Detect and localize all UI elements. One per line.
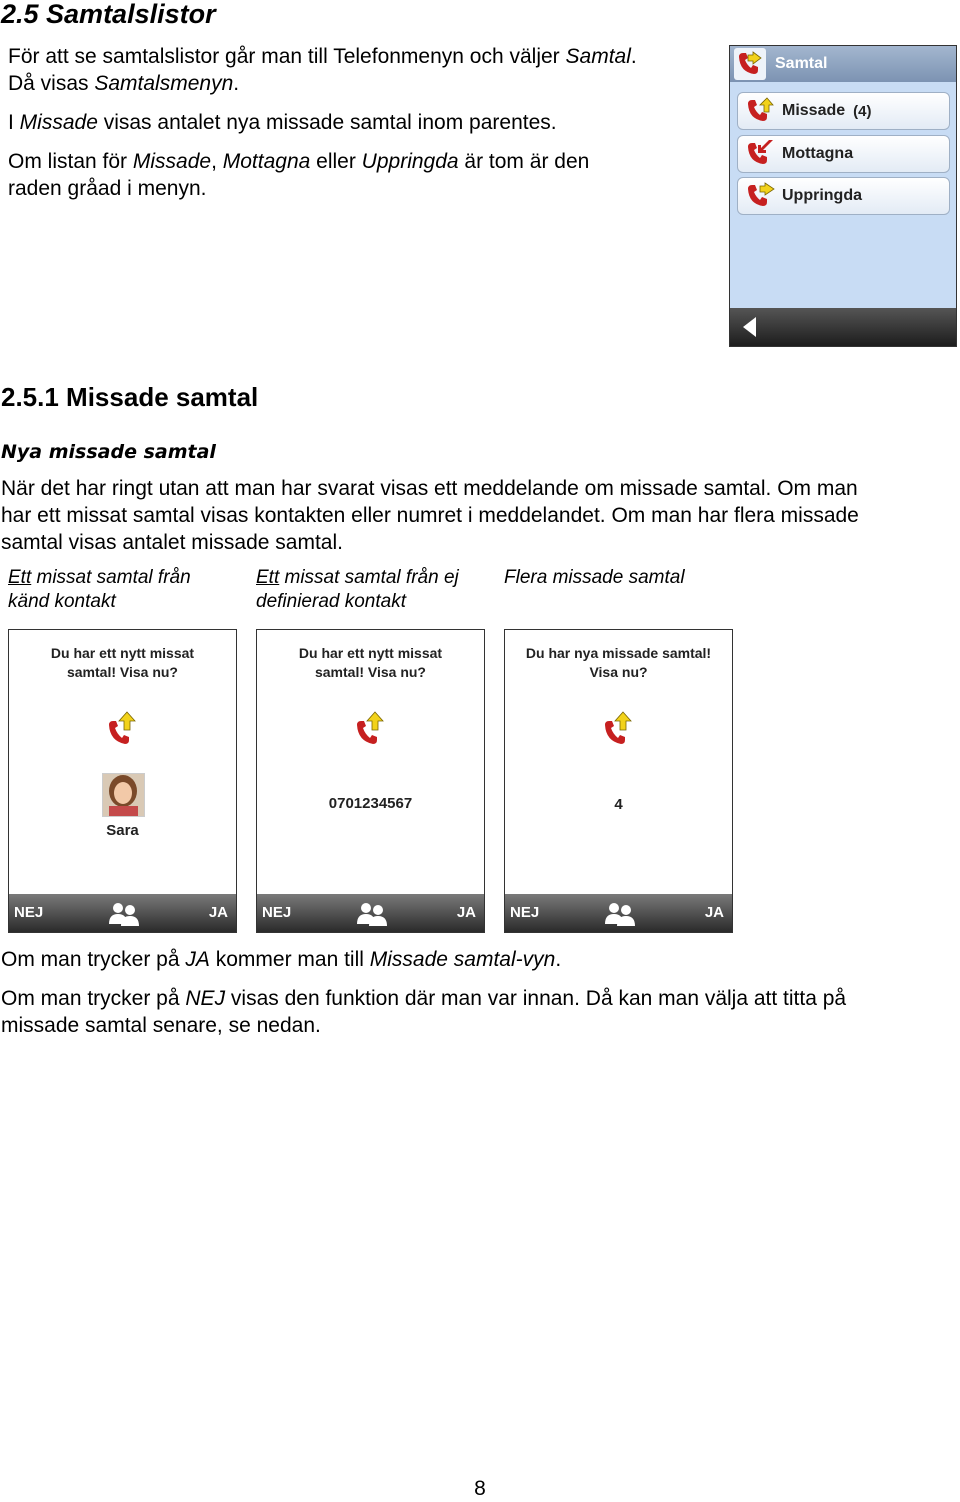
samtal-menu-title: Samtal [775,55,828,72]
after-text: . [555,948,562,971]
message-line: Visa nu? [589,664,648,680]
intro-text: visas antalet nya missade samtal inom parentes. [97,111,557,134]
ja-button[interactable]: JA [704,904,724,921]
after-text: visas den funktion där man var innan. Då kan man välja att titta på [225,987,847,1010]
contacts-icon[interactable] [107,900,141,926]
contact-photo-icon [103,774,144,816]
caption-known-contact [8,566,191,614]
message-line: Du har ett nytt missat [298,645,443,661]
softkey-bar [505,894,732,932]
after-emph: Missade samtal-vyn [369,948,556,971]
intro-text: . [630,45,637,68]
screen-known-contact [8,629,237,933]
caption-unknown-contact [256,566,459,614]
notification-message [257,644,484,682]
menu-item-label: Mottagna [782,145,854,162]
avatar [102,773,145,817]
missed-call-icon [353,710,387,750]
nej-button[interactable]: NEJ [262,904,292,921]
missed-call-icon [105,710,139,750]
paragraph-line: samtal visas antalet missade samtal. [1,531,343,554]
menu-item-uppringda[interactable] [737,177,950,215]
caption-underlined: Ett [8,567,32,588]
samtal-menu-screenshot [729,45,957,347]
section-heading: 2.5 Samtalslistor [1,0,216,29]
call-log-icon [733,47,767,81]
after-emph: JA [185,948,210,971]
after-emph: NEJ [185,987,226,1010]
after-text: Om man trycker på [1,987,186,1010]
softkey-bar [9,894,236,932]
ja-button[interactable]: JA [208,904,228,921]
intro-text: är tom är den [458,150,590,173]
intro-text: , [211,150,223,173]
intro-emph: Samtal [565,45,631,68]
intro-emph: Mottagna [222,150,311,173]
caption-underlined: Ett [256,567,280,588]
menu-item-label: Missade [782,102,846,119]
nej-button[interactable]: NEJ [510,904,540,921]
intro-paragraph-1 [8,43,718,97]
after-paragraph-2 [1,985,959,1039]
samtal-menu-footer [730,308,956,346]
paragraph-line: När det har ringt utan att man har svarat visas ett meddelande om missade samtal. Om man [1,477,858,500]
dialed-call-icon [743,180,775,212]
intro-text: Då visas [8,72,95,95]
message-line: Du har ett nytt missat [50,645,195,661]
intro-text: eller [310,150,362,173]
caption-text: missat samtal från [31,567,191,588]
missed-call-icon [743,95,775,127]
caption-multiple-missed [504,566,685,590]
received-call-icon [743,138,775,170]
intro-emph: Missade [132,150,212,173]
softkey-bar [257,894,484,932]
subsection-paragraph [1,475,959,556]
paragraph-line: har ett missat samtal visas kontakten eller numret i meddelandet. Om man har flera missade [1,504,859,527]
notification-message [505,644,732,682]
contacts-icon[interactable] [355,900,389,926]
notification-message [9,644,236,682]
message-line: samtal! Visa nu? [66,664,178,680]
intro-emph: Missade [19,111,98,134]
subsection-heading: 2.5.1 Missade samtal [1,382,259,412]
intro-text: För att se samtalslistor går man till Telefonmenyn och väljer [8,45,566,68]
screen-unknown-contact [256,629,485,933]
intro-paragraph-2 [8,109,718,136]
missed-count-value: 4 [614,796,623,813]
after-paragraph-1 [1,946,959,973]
message-line: Du har nya missade samtal! [525,645,712,661]
ja-button[interactable]: JA [456,904,476,921]
intro-text: Om listan för [8,150,133,173]
page-number: 8 [474,1477,486,1500]
intro-text: I [8,111,20,134]
contact-name: Sara [106,822,139,839]
menu-item-missade[interactable] [737,92,950,130]
missed-count: (4) [853,102,872,120]
intro-emph: Uppringda [361,150,459,173]
subsection-subheading: Nya missade samtal [1,441,216,463]
after-text: missade samtal senare, se nedan. [1,1014,321,1037]
phone-number: 0701234567 [328,795,413,812]
intro-text: . [233,72,240,95]
caption-text: definierad kontakt [256,591,406,612]
screen-multiple-missed [504,629,733,933]
menu-item-mottagna[interactable] [737,135,950,173]
missed-call-icon [601,710,635,750]
intro-text: raden gråad i menyn. [8,177,207,200]
menu-item-label: Uppringda [782,187,862,204]
after-text: kommer man till [209,948,370,971]
samtal-menu-header [730,46,956,82]
contacts-icon[interactable] [603,900,637,926]
caption-text: känd kontakt [8,591,116,612]
intro-paragraph-3 [8,148,718,202]
intro-emph: Samtalsmenyn [94,72,234,95]
back-arrow-icon[interactable] [740,315,760,339]
message-line: samtal! Visa nu? [314,664,426,680]
after-text: Om man trycker på [1,948,186,971]
nej-button[interactable]: NEJ [14,904,44,921]
caption-text: Flera missade samtal [504,567,685,588]
caption-text: missat samtal från ej [279,567,459,588]
